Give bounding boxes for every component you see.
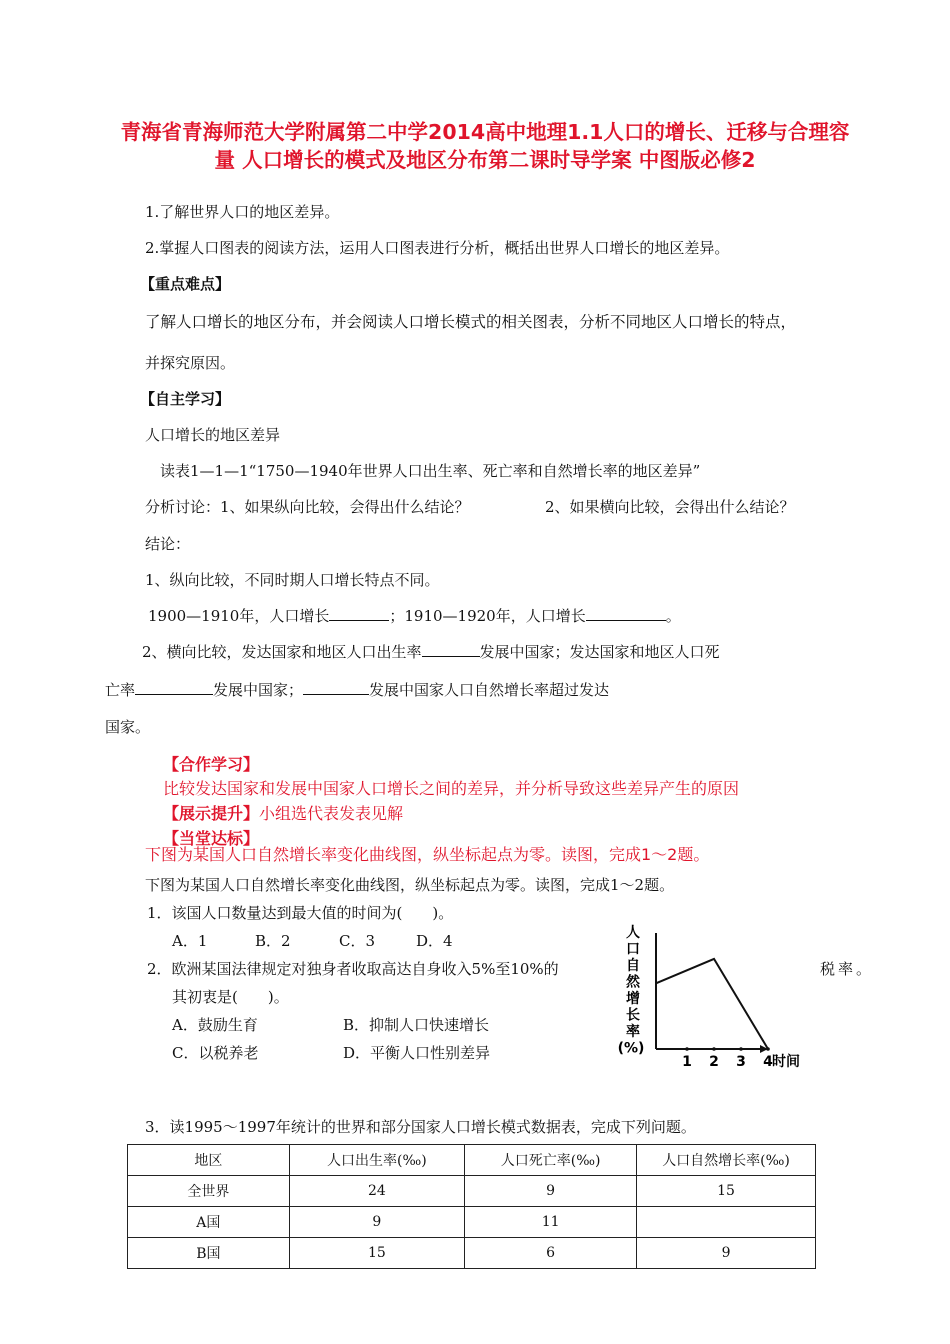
y-label-char: 然	[626, 974, 640, 991]
q2-option-d: D．平衡人口性别差异	[343, 1044, 491, 1062]
show-heading: 【展示提升】	[163, 804, 260, 823]
x-tick-mark	[739, 1047, 743, 1051]
conclusion-2	[142, 641, 720, 662]
c2-text: 2、横向比较，发达国家和地区人口出生率	[142, 643, 422, 661]
y-axis-label	[618, 925, 645, 1057]
table-header-row	[128, 1145, 816, 1176]
x-tick-label: 2	[709, 1054, 719, 1070]
c2b-text-end: 发展中国家人口自然增长率超过发达	[369, 681, 610, 699]
table-cell: 6	[465, 1238, 637, 1269]
question-2-tail: 税率。	[820, 960, 875, 978]
x-tick-label: 3	[736, 1054, 746, 1070]
x-tick-mark	[685, 1047, 689, 1051]
series-line	[656, 959, 768, 1049]
conclusion-label: 结论：	[145, 535, 191, 553]
growth-rate-chart	[600, 915, 815, 1075]
exercise-intro: 下图为某国人口自然增长率变化曲线图，纵坐标起点为零。读图，完成1～2题。	[145, 876, 675, 894]
self-study-heading: 【自主学习】	[140, 390, 231, 408]
c1a-text-mid: ；1910—1920年，人口增长	[389, 607, 586, 625]
show-text: 小组选代表发表见解	[259, 804, 404, 823]
question-2-line1: 2．欧洲某国法律规定对独身者收取高达自身收入5%至10%的	[147, 960, 559, 978]
table-cell: 15	[637, 1176, 816, 1207]
table-cell: B国	[128, 1238, 290, 1269]
c1a-text: 1900—1910年，人口增长	[148, 607, 330, 625]
question-3: 3．读1995～1997年统计的世界和部分国家人口增长模式数据表，完成下列问题。	[145, 1118, 696, 1136]
self-study-topic: 人口增长的地区差异	[145, 426, 281, 444]
conclusion-1: 1、纵向比较，不同时期人口增长特点不同。	[145, 571, 440, 589]
q2-option-a: A．鼓励生育	[172, 1016, 258, 1034]
read-table-instruction: 读表1—1—1“1750—1940年世界人口出生率、死亡率和自然增长率的地区差异”	[160, 462, 701, 480]
table-cell[interactable]	[637, 1207, 816, 1238]
c1a-text-end: 。	[665, 607, 681, 625]
table-header-cell: 人口死亡率(‰)	[465, 1145, 637, 1176]
table-cell: A国	[128, 1207, 290, 1238]
y-label-char: 增	[626, 991, 640, 1007]
q2-option-c: C．以税养老	[172, 1044, 259, 1062]
x-tick-label: 4	[763, 1054, 773, 1070]
coop-text: 比较发达国家和发展中国家人口增长之间的差异，并分析导致这些差异产生的原因	[163, 779, 740, 798]
table-cell: 全世界	[128, 1176, 290, 1207]
discussion-question-2: 2、如果横向比较，会得出什么结论？	[545, 498, 795, 516]
fill-blank[interactable]	[135, 680, 213, 695]
table-cell: 24	[289, 1176, 464, 1207]
conclusion-2b	[105, 679, 609, 700]
q2-option-b: B．抑制人口快速增长	[343, 1016, 490, 1034]
class-heading: 【当堂达标】	[163, 829, 260, 848]
fill-blank[interactable]	[303, 680, 369, 695]
table-cell: 9	[637, 1238, 816, 1269]
y-label-char: 长	[626, 1007, 640, 1024]
conclusion-1a	[148, 605, 681, 626]
table-row	[128, 1238, 816, 1269]
population-data-table	[127, 1144, 816, 1269]
y-label-char: (%)	[617, 1040, 645, 1057]
table-row	[128, 1207, 816, 1238]
key-points-line1: 了解人口增长的地区分布，并会阅读人口增长模式的相关图表，分析不同地区人口增长的特点，	[145, 313, 797, 331]
x-axis-label: 时间	[772, 1054, 800, 1070]
table-header-cell: 地区	[128, 1145, 290, 1176]
question-1: 1．该国人口数量达到最大值的时间为( )。	[147, 904, 454, 922]
table-row	[128, 1176, 816, 1207]
document-title: 青海省青海师范大学附属第二中学2014高中地理1.1人口的增长、迁移与合理容量 人口增长的模式及地区分布第二课时导学案 中图版必修2	[120, 120, 850, 172]
y-label-char: 人	[626, 925, 640, 941]
x-tick-label: 1	[682, 1054, 692, 1070]
fill-blank[interactable]	[422, 642, 480, 657]
fill-blank[interactable]	[586, 606, 666, 621]
key-points-line2: 并探究原因。	[145, 354, 236, 372]
key-points-heading: 【重点难点】	[140, 275, 231, 293]
q1-option-c: C．3	[339, 932, 376, 950]
goal-1: 1.了解世界人口的地区差异。	[145, 203, 340, 221]
c2b-text: 亡率	[105, 681, 136, 699]
table-cell: 9	[289, 1207, 464, 1238]
x-tick-mark	[712, 1047, 716, 1051]
fill-blank[interactable]	[329, 606, 389, 621]
q1-option-a: A．1	[172, 932, 208, 950]
clipped-text: 下图为某国人口自然增长率变化曲线图，纵坐标起点为零。读图，完成1～2题。	[145, 845, 710, 864]
table-header-cell: 人口出生率(‰)	[289, 1145, 464, 1176]
table-header-cell: 人口自然增长率(‰)	[637, 1145, 816, 1176]
conclusion-2c: 国家。	[105, 718, 151, 736]
q1-option-d: D．4	[416, 932, 453, 950]
c2b-text-mid: 发展中国家；	[213, 681, 304, 699]
goal-2: 2.掌握人口图表的阅读方法，运用人口图表进行分析，概括出世界人口增长的地区差异。	[145, 239, 730, 257]
coop-heading: 【合作学习】	[163, 755, 260, 774]
show-line	[163, 801, 403, 824]
y-label-char: 自	[626, 958, 640, 974]
table-cell: 15	[289, 1238, 464, 1269]
question-2-line2: 其初衷是( )。	[172, 988, 289, 1006]
q1-option-b: B．2	[255, 932, 291, 950]
table-cell: 9	[465, 1176, 637, 1207]
discussion-question-1: 分析讨论：1、如果纵向比较，会得出什么结论？	[145, 498, 470, 516]
table-cell: 11	[465, 1207, 637, 1238]
c2-text-mid: 发展中国家；发达国家和地区人口死	[479, 643, 720, 661]
clipped-red-line	[145, 845, 725, 864]
y-label-char: 口	[626, 941, 640, 958]
y-label-char: 率	[626, 1024, 640, 1040]
